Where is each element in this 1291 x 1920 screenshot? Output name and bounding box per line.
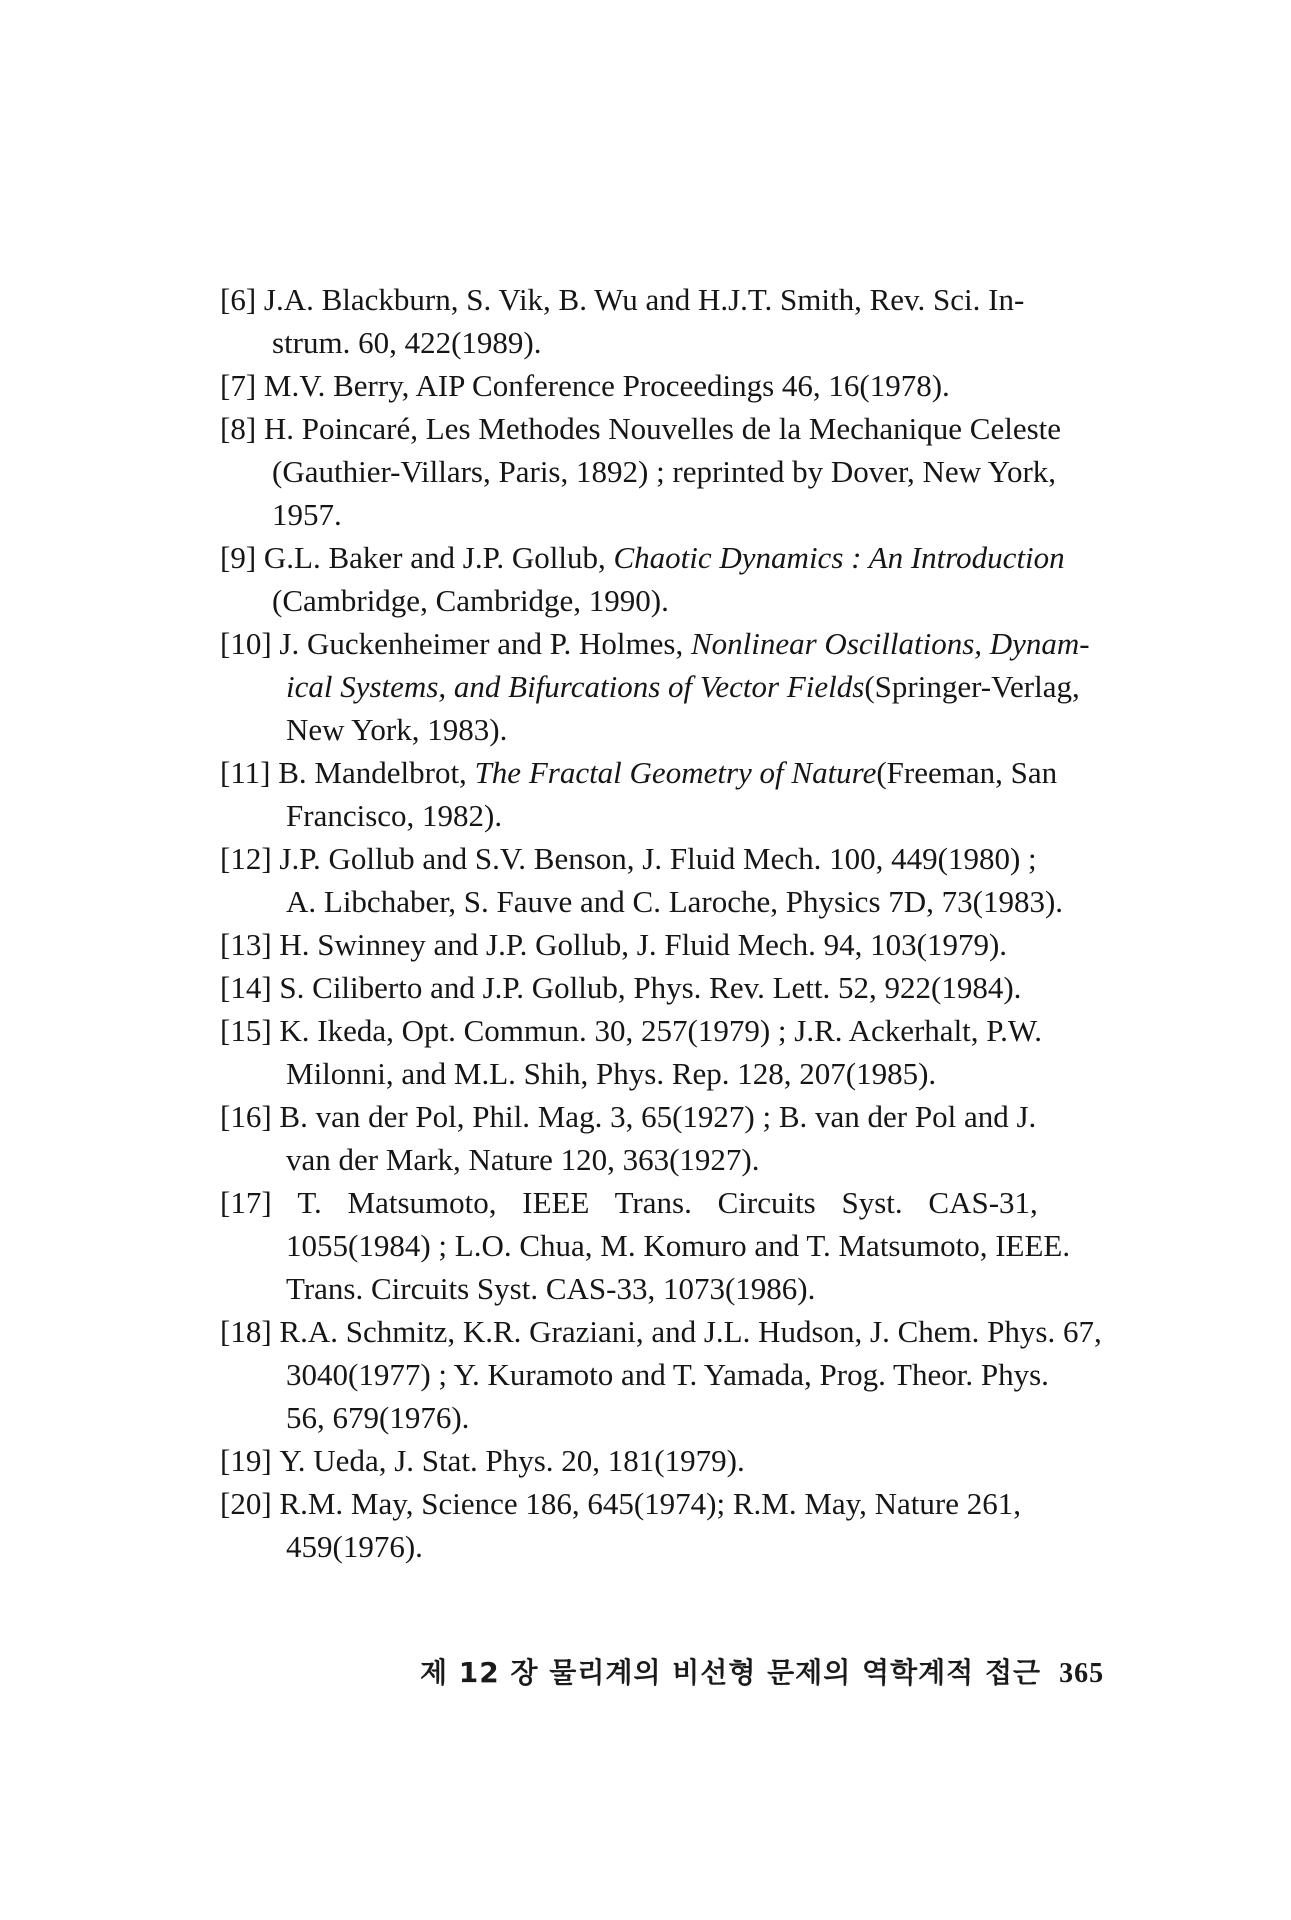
reference-list bbox=[220, 278, 1102, 1568]
reference-item bbox=[220, 1181, 1090, 1310]
reference-item bbox=[220, 364, 1090, 407]
reference-line bbox=[220, 407, 1090, 450]
reference-number: [9] bbox=[220, 540, 257, 575]
reference-text: B. van der Pol, Phil. Mag. 3, 65(1927) ; B. van der Pol and J. bbox=[279, 1099, 1037, 1134]
reference-item bbox=[220, 1310, 1102, 1439]
reference-text: (Springer-Verlag, bbox=[864, 669, 1080, 704]
reference-item bbox=[220, 837, 1090, 923]
page-footer bbox=[420, 1651, 1105, 1691]
reference-line: (Gauthier-Villars, Paris, 1892) ; reprinted by Dover, New York, bbox=[272, 454, 1057, 489]
reference-line: Trans. Circuits Syst. CAS-33, 1073(1986). bbox=[286, 1271, 816, 1306]
reference-line bbox=[220, 1482, 1090, 1525]
reference-line bbox=[220, 1439, 1090, 1482]
reference-text: H. Poincaré, Les Methodes Nouvelles de la Mechanique Celeste bbox=[263, 411, 1062, 446]
reference-item bbox=[220, 1009, 1090, 1095]
reference-text: S. Ciliberto and J.P. Gollub, Phys. Rev. Lett. 52, 922(1984). bbox=[279, 970, 1022, 1005]
reference-item bbox=[220, 622, 1090, 751]
reference-item bbox=[220, 1439, 1090, 1482]
reference-item bbox=[220, 751, 1090, 837]
reference-line: 56, 679(1976). bbox=[286, 1400, 470, 1435]
reference-line: Francisco, 1982). bbox=[286, 798, 503, 833]
reference-item bbox=[220, 536, 1090, 622]
reference-number: [6] bbox=[220, 282, 257, 317]
reference-title: Nonlinear Oscillations, Dynam- bbox=[690, 626, 1090, 661]
reference-text: J. Guckenheimer and P. Holmes, bbox=[279, 626, 691, 661]
reference-number: [18] bbox=[220, 1314, 272, 1349]
reference-number: [19] bbox=[220, 1443, 272, 1478]
reference-number: [8] bbox=[220, 411, 257, 446]
reference-line bbox=[286, 665, 1090, 708]
reference-number: [10] bbox=[220, 626, 272, 661]
reference-number: [7] bbox=[220, 368, 257, 403]
reference-line bbox=[220, 1310, 1102, 1353]
reference-number: [13] bbox=[220, 927, 272, 962]
reference-number: [15] bbox=[220, 1013, 272, 1048]
reference-text: M.V. Berry, AIP Conference Proceedings 46, 16(1978). bbox=[263, 368, 950, 403]
reference-item bbox=[220, 1482, 1090, 1568]
reference-item bbox=[220, 1095, 1090, 1181]
reference-text: (Freeman, San bbox=[876, 755, 1058, 790]
reference-line: (Cambridge, Cambridge, 1990). bbox=[272, 583, 669, 618]
reference-line bbox=[220, 1009, 1090, 1052]
reference-line bbox=[220, 278, 1090, 321]
reference-item bbox=[220, 278, 1090, 364]
reference-line bbox=[220, 622, 1090, 665]
reference-line bbox=[220, 1095, 1090, 1138]
reference-item bbox=[220, 407, 1090, 536]
reference-line bbox=[220, 837, 1090, 880]
reference-line: strum. 60, 422(1989). bbox=[272, 325, 542, 360]
reference-line: New York, 1983). bbox=[286, 712, 508, 747]
chapter-title: 제 12 장 물리계의 비선형 문제의 역학계적 접근 bbox=[420, 1656, 1042, 1689]
reference-line bbox=[220, 364, 1090, 407]
reference-text: J.P. Gollub and S.V. Benson, J. Fluid Mech. 100, 449(1980) ; bbox=[279, 841, 1037, 876]
reference-line: 1055(1984) ; L.O. Chua, M. Komuro and T. Matsumoto, IEEE. bbox=[286, 1228, 1071, 1263]
reference-text: H. Swinney and J.P. Gollub, J. Fluid Mech. 94, 103(1979). bbox=[279, 927, 1008, 962]
reference-number: [11] bbox=[220, 755, 271, 790]
reference-line: A. Libchaber, S. Fauve and C. Laroche, Physics 7D, 73(1983). bbox=[286, 884, 1064, 919]
reference-text: B. Mandelbrot, bbox=[278, 755, 475, 790]
reference-number: [17] bbox=[220, 1185, 272, 1220]
reference-text: R.M. May, Science 186, 645(1974); R.M. May, Nature 261, bbox=[279, 1486, 1021, 1521]
reference-line: Milonni, and M.L. Shih, Phys. Rep. 128, 207(1985). bbox=[286, 1056, 937, 1091]
reference-title: Chaotic Dynamics : An Introduction bbox=[613, 540, 1065, 575]
reference-text: J.A. Blackburn, S. Vik, B. Wu and H.J.T. Smith, Rev. Sci. In- bbox=[263, 282, 1025, 317]
reference-text: K. Ikeda, Opt. Commun. 30, 257(1979) ; J.R. Ackerhalt, P.W. bbox=[279, 1013, 1043, 1048]
reference-line: 3040(1977) ; Y. Kuramoto and T. Yamada, Prog. Theor. Phys. bbox=[286, 1357, 1049, 1392]
reference-line bbox=[220, 923, 1090, 966]
reference-line bbox=[220, 1181, 1090, 1224]
reference-text: R.A. Schmitz, K.R. Graziani, and J.L. Hudson, J. Chem. Phys. 67, bbox=[279, 1314, 1102, 1349]
reference-number: [16] bbox=[220, 1099, 272, 1134]
reference-item bbox=[220, 923, 1090, 966]
page-number: 365 bbox=[1059, 1658, 1105, 1689]
reference-line: 459(1976). bbox=[286, 1529, 423, 1564]
reference-line bbox=[220, 966, 1090, 1009]
reference-text: T. Matsumoto, IEEE Trans. Circuits Syst. CAS-31, bbox=[297, 1185, 1038, 1220]
reference-number: [14] bbox=[220, 970, 272, 1005]
reference-line: van der Mark, Nature 120, 363(1927). bbox=[286, 1142, 760, 1177]
reference-title: ical Systems, and Bifurcations of Vector Fields bbox=[286, 669, 865, 704]
reference-line: 1957. bbox=[272, 497, 342, 532]
reference-item bbox=[220, 966, 1090, 1009]
reference-title: The Fractal Geometry of Nature bbox=[474, 755, 877, 790]
reference-line bbox=[220, 536, 1090, 579]
reference-text: G.L. Baker and J.P. Gollub, bbox=[263, 540, 614, 575]
reference-text: Y. Ueda, J. Stat. Phys. 20, 181(1979). bbox=[279, 1443, 745, 1478]
reference-line bbox=[220, 751, 1090, 794]
reference-number: [20] bbox=[220, 1486, 272, 1521]
reference-number: [12] bbox=[220, 841, 272, 876]
